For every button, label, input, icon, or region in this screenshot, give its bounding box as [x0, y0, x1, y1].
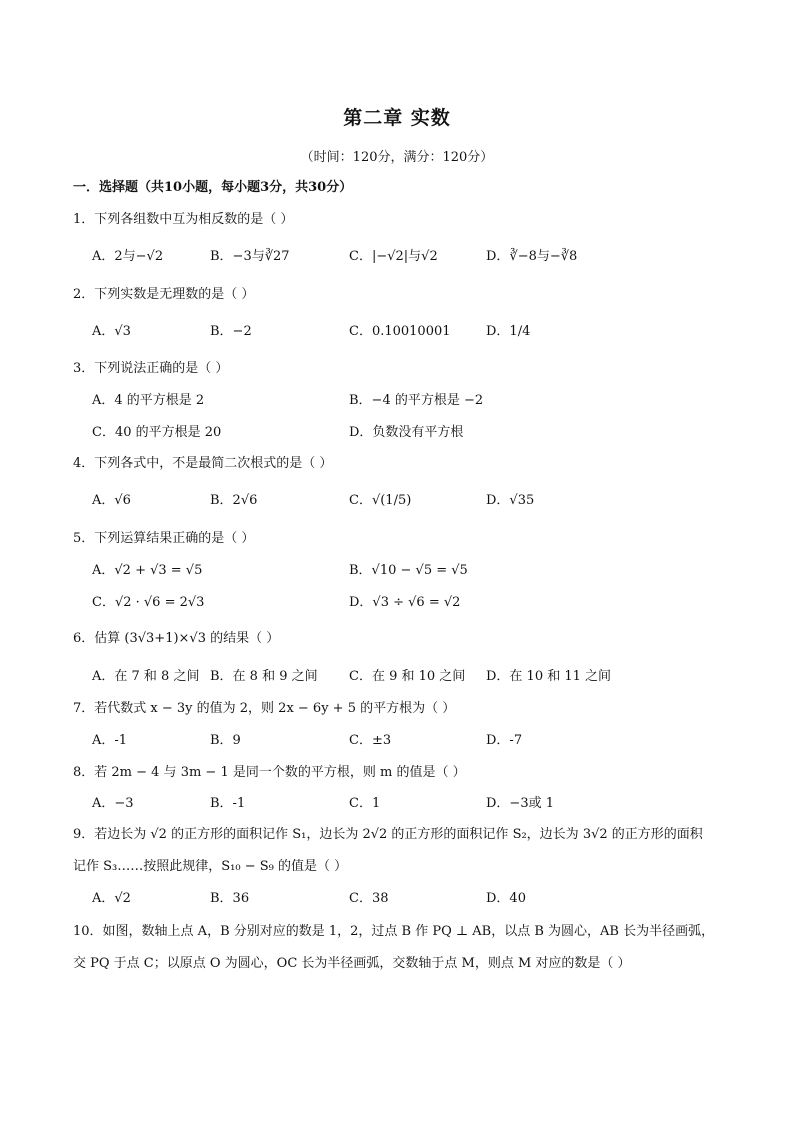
question-10-stem-line-1: 10．如图，数轴上点 A，B 分别对应的数是 1，2，过点 B 作 PQ ⊥ AB，以点 B 为圆心，AB 长为半径画弧，: [73, 924, 715, 939]
question-2-stem: 2．下列实数是无理数的是（ ）: [73, 287, 255, 302]
question-5-option-b: B．√10 − √5 = √5: [349, 563, 468, 578]
question-8-option-b: B．-1: [210, 796, 246, 811]
question-10-stem-line-2: 交 PQ 于点 C；以原点 O 为圆心，OC 长为半径画弧，交数轴于点 M，则点 M 对应的数是（ ）: [73, 956, 631, 971]
question-4-option-a: A．√6: [92, 493, 131, 508]
question-9-stem-line-2: 记作 S₃……按照此规律，S₁₀ − S₉ 的值是（ ）: [73, 859, 348, 874]
question-3-option-b: B．−4 的平方根是 −2: [349, 393, 484, 408]
question-1-option-a: A．2与−√2: [92, 249, 164, 264]
question-3-stem: 3．下列说法正确的是（ ）: [73, 361, 229, 376]
question-3-option-c: C．40 的平方根是 20: [92, 425, 222, 440]
question-6-option-b: B．在 8 和 9 之间: [210, 669, 318, 684]
question-9-stem-line-1: 9．若边长为 √2 的正方形的面积记作 S₁，边长为 2√2 的正方形的面积记作 S₂，边长为 3√2 的正方形的面积: [73, 827, 703, 842]
question-7-option-b: B．9: [210, 733, 241, 748]
question-9-option-a: A．√2: [92, 891, 131, 906]
question-4-option-b: B．2√6: [210, 493, 258, 508]
question-8-stem: 8．若 2m − 4 与 3m − 1 是同一个数的平方根，则 m 的值是（ ）: [73, 765, 466, 780]
question-7-option-a: A．-1: [92, 733, 128, 748]
question-8-option-d: D．−3或 1: [486, 796, 554, 811]
question-2-option-c: C．0.10010001: [349, 324, 451, 339]
question-8-option-c: C．1: [349, 796, 381, 811]
question-7-stem: 7．若代数式 x − 3y 的值为 2，则 2x − 6y + 5 的平方根为（ ）: [73, 701, 456, 716]
question-4-option-d: D．√35: [486, 493, 535, 508]
question-9-option-c: C．38: [349, 891, 389, 906]
question-5-option-c: C．√2 · √6 = 2√3: [92, 595, 205, 610]
section-heading: 一．选择题（共10小题，每小题3分，共30分）: [73, 180, 353, 195]
question-7-option-c: C．±3: [349, 733, 392, 748]
question-6-stem: 6．估算 (3√3+1)×√3 的结果（ ）: [73, 631, 280, 646]
question-1-option-d: D．∛−8与−∛8: [486, 249, 578, 264]
question-4-option-c: C．√(1/5): [349, 493, 412, 508]
question-5-option-a: A．√2 + √3 = √5: [92, 563, 203, 578]
question-8-option-a: A．−3: [92, 796, 134, 811]
question-9-option-b: B．36: [210, 891, 250, 906]
question-3-option-a: A．4 的平方根是 2: [92, 393, 205, 408]
question-6-option-c: C．在 9 和 10 之间: [349, 669, 466, 684]
question-7-option-d: D．-7: [486, 733, 523, 748]
question-2-option-a: A．√3: [92, 324, 131, 339]
question-9-option-d: D．40: [486, 891, 526, 906]
question-5-stem: 5．下列运算结果正确的是（ ）: [73, 531, 255, 546]
question-5-option-d: D．√3 ÷ √6 = √2: [349, 595, 461, 610]
page-title: 第二章 实数: [343, 107, 451, 129]
question-4-stem: 4．下列各式中，不是最简二次根式的是（ ）: [73, 456, 333, 471]
question-2-option-d: D．1/4: [486, 324, 531, 339]
exam-time-score: （时间：120分，满分：120分）: [300, 150, 494, 165]
question-2-option-b: B．−2: [210, 324, 252, 339]
question-1-stem: 1．下列各组数中互为相反数的是（ ）: [73, 212, 294, 227]
question-3-option-d: D．负数没有平方根: [349, 425, 464, 440]
question-6-option-d: D．在 10 和 11 之间: [486, 669, 612, 684]
question-6-option-a: A．在 7 和 8 之间: [92, 669, 200, 684]
question-1-option-c: C．|−√2|与√2: [349, 249, 438, 264]
question-1-option-b: B．−3与∛27: [210, 249, 290, 264]
